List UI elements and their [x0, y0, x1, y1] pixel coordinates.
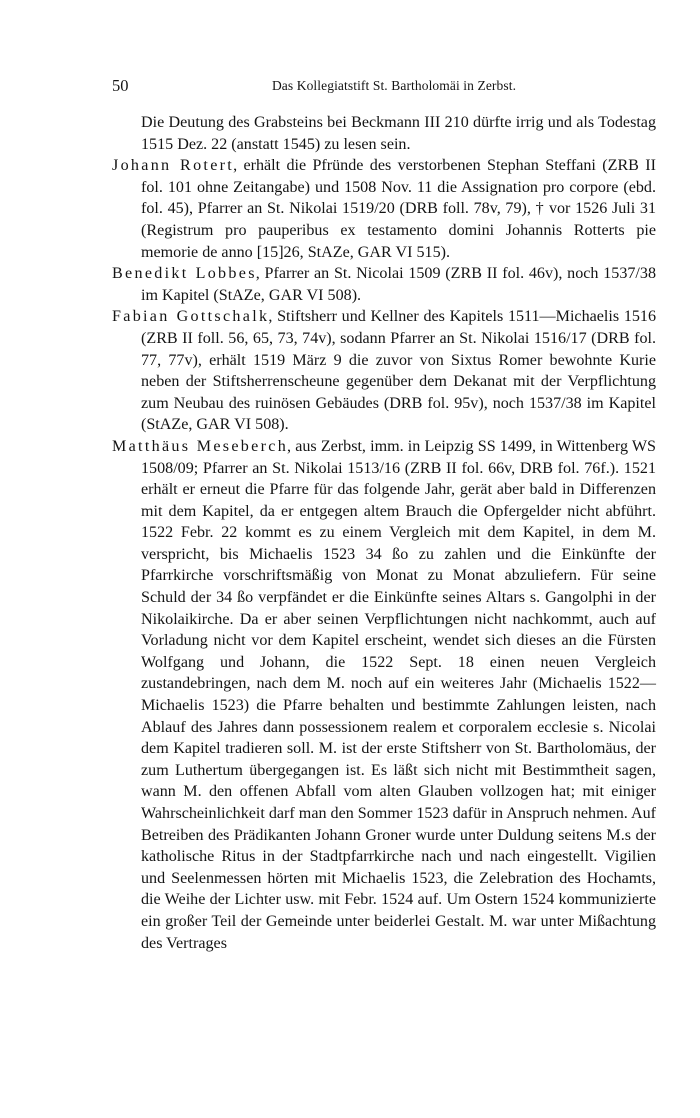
paragraph-text: Die Deutung des Grabsteins bei Beckmann III 210 dürfte irrig und als Todestag 1515 Dez. 22 (anstatt 1545) zu lesen sein.: [141, 114, 656, 153]
page-header: [112, 76, 656, 98]
entry-name: Johann Rotert: [112, 157, 235, 175]
entry-text: , Stiftsherr und Kellner des Kapitels 1511—Michaelis 1516 (ZRB II foll. 56, 65, 73, 74v), sodann Pfarrer an St. Nikolai 1516/17 (DRB fol. 77, 77v), erhält 1519 März 9 die zuvor von Sixtus Romer bewohnte Kurie neben der Stiftsherrenscheune gegenüber dem Dekanat mit der Verpflichtung zum Neubau des ruinösen Gebäudes (DRB fol. 95v), noch 1537/38 im Kapitel (StAZe, GAR VI 508).: [141, 308, 657, 434]
entry-johann-rotert: [112, 155, 656, 263]
entry-benedikt-lobbes: [112, 263, 656, 306]
entry-name: Fabian Gottschalk: [112, 308, 270, 326]
entry-name: Benedikt Lobbes: [112, 265, 257, 283]
page-number: 50: [112, 76, 129, 95]
entry-name: Matthäus Meseberch: [112, 437, 289, 455]
entry-text: , erhält die Pfründe des verstorbenen Stephan Steffani (ZRB II fol. 101 ohne Zeitangabe) und 1508 Nov. 11 die Assignation pro corpore (ebd. fol. 45), Pfarrer an St. Nikolai 1519/20 (DRB foll. 78v, 79), † vor 1526 Juli 31 (Registrum pro pauperibus ex testamento domini Johannis Rotterts pie memorie de anno [15]26, StAZe, GAR VI 515).: [141, 157, 656, 261]
entry-text: , Pfarrer an St. Nicolai 1509 (ZRB II fol. 46v), noch 1537/38 im Kapitel (StAZe, GAR VI 508).: [141, 265, 656, 304]
body-text: [112, 112, 656, 954]
continuation-paragraph: [112, 112, 656, 155]
entry-text: , aus Zerbst, imm. in Leipzig SS 1499, in Wittenberg WS 1508/09; Pfarrer an St. Nikolai 1513/16 (ZRB II fol. 66v, DRB fol. 76f.). 1521 erhält er erneut die Pfarre für das folgende Jahr, gerät aber bald in Differenzen mit dem Kapitel, da er entgegen altem Brauch die Opfergelder nicht abführt. 1522 Febr. 22 kommt es zu einem Vergleich mit dem Kapitel, in dem M. verspricht, bis Michaelis 1523 34 ßo zu zahlen und die Einkünfte der Pfarrkirche vorschriftsmäßig von Monat zu Monat abzuliefern. Für seine Schuld der 34 ßo verpfändet er die Einkünfte seines Altars s. Gangolphi in der Nikolaikirche. Da er aber seinen Verpflichtungen nicht nachkommt, auch auf Vorladung nicht vor dem Kapitel erscheint, wendet sich dieses an die Fürsten Wolfgang und Johann, die 1522 Sept. 18 einen neuen Vergleich zustandebringen, nach dem M. noch auf ein weiteres Jahr (Michaelis 1522—Michaelis 1523) die Pfarre behalten und bestimmte Zahlungen leisten, nach Ablauf des Jahres dann possessionem realem et corporalem ecclesie s. Nicolai dem Kapitel tradieren soll. M. ist der erste Stiftsherr von St. Bartholomäus, der zum Luthertum übergegangen ist. Es läßt sich nicht mit Bestimmtheit sagen, wann M. den offenen Abfall vom alten Glauben vollzogen hat; mit einiger Wahrscheinlichkeit darf man den Sommer 1523 dafür in Anspruch nehmen. Auf Betreiben des Prädikanten Johann Groner wurde unter Duldung seitens M.s der katholische Ritus in der Stadtpfarrkirche nach und nach eingestellt. Vigilien und Seelenmessen hörten mit Michaelis 1523, die Zelebration des Hochamts, die Weihe der Lichter usw. mit Febr. 1524 auf. Um Ostern 1524 kommunizierte ein großer Teil der Gemeinde unter beiderlei Gestalt. M. war unter Mißachtung des Vertrages: [141, 437, 656, 952]
entry-fabian-gottschalk: [112, 306, 656, 436]
entry-matthaeus-meseberch: [112, 436, 656, 954]
running-title: Das Kollegiatstift St. Bartholomäi in Zerbst.: [271, 78, 517, 93]
